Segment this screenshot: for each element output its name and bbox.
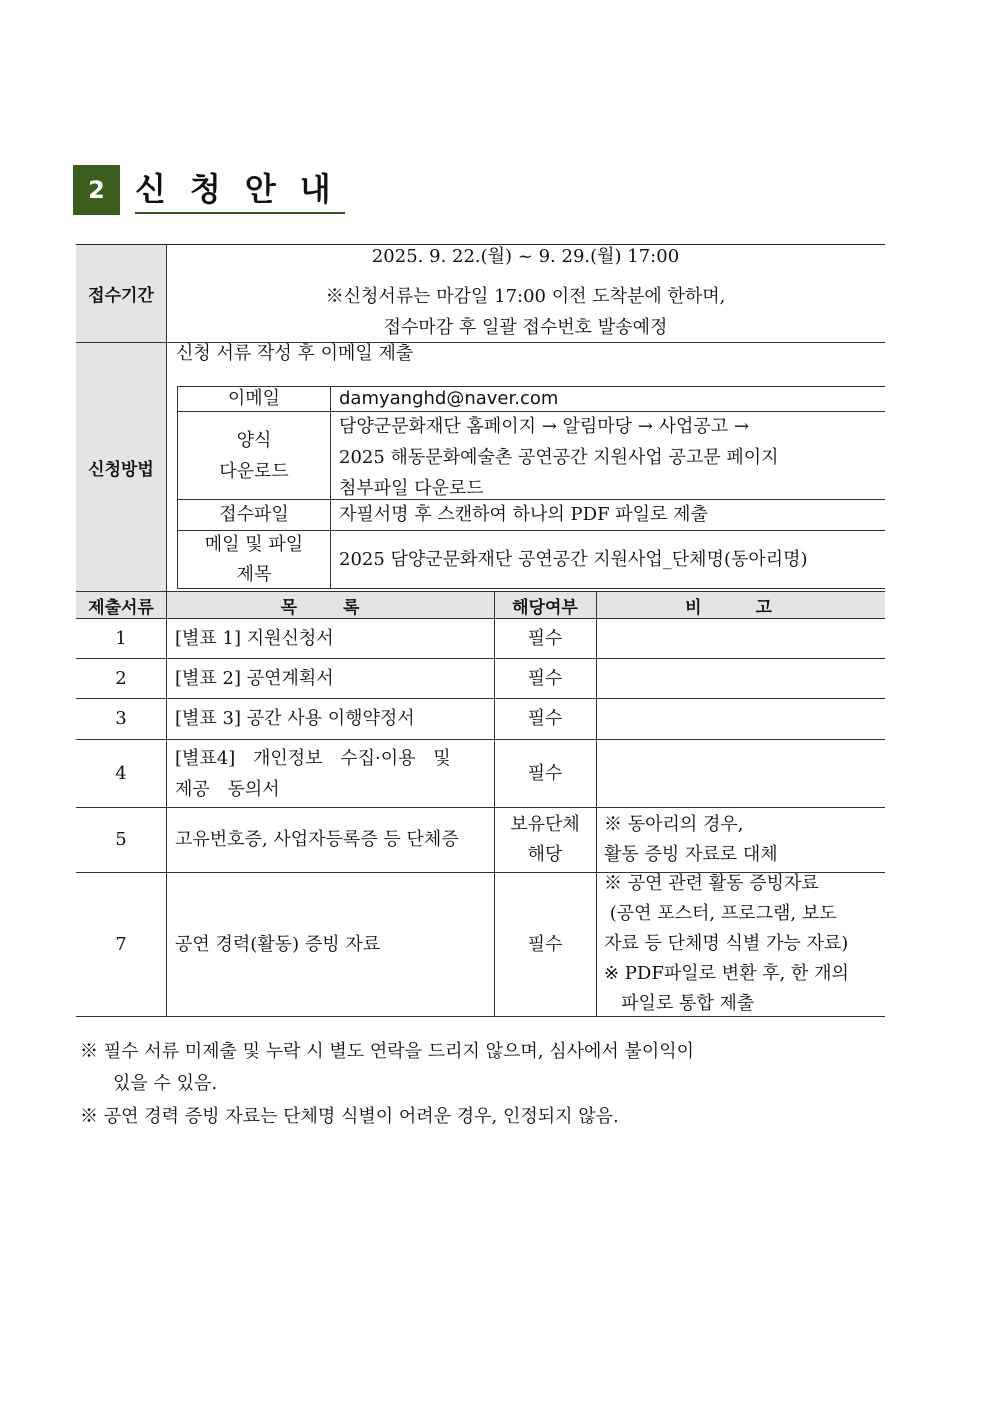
footnote: 있을 수 있음. bbox=[113, 1073, 218, 1094]
doc-row-number: 5 bbox=[115, 829, 127, 850]
docs-header-cell: 해당여부 bbox=[512, 597, 578, 618]
doc-row-number: 4 bbox=[115, 762, 127, 784]
doc-row-note: ※ 동아리의 경우, 활동 증빙 자료로 대체 bbox=[604, 814, 778, 865]
doc-row-required: 보유단체 해당 bbox=[510, 814, 580, 865]
download-path: 담양군문화재단 홈페이지 → 알림마당 → 사업공고 → 2025 해동문화예술촌 공연공간 지원사업 공고문 페이지 첨부파일 다운로드 bbox=[339, 416, 779, 499]
period-label: 접수기간 bbox=[88, 285, 154, 306]
section-title: 신청안내 bbox=[135, 167, 345, 214]
period-note-2: 접수마감 후 일괄 접수번호 발송예정 bbox=[383, 317, 668, 338]
doc-row-item: 공연 경력(활동) 증빙 자료 bbox=[175, 933, 381, 955]
email-address: damyanghd@naver.com bbox=[339, 387, 559, 409]
doc-row-required: 필수 bbox=[527, 933, 563, 955]
method-row-label: 양식 다운로드 bbox=[219, 429, 289, 482]
doc-row-required: 필수 bbox=[527, 627, 563, 649]
doc-row-item: [별표4] 개인정보 수집·이용 및 제공 동의서 bbox=[175, 748, 451, 800]
section-number: 2 bbox=[73, 165, 120, 215]
docs-col-divider bbox=[596, 591, 597, 1016]
period-note-1: ※신청서류는 마감일 17:00 이전 도착분에 한하며, bbox=[325, 286, 726, 307]
doc-row-number: 2 bbox=[115, 667, 127, 689]
doc-row-number: 1 bbox=[115, 627, 127, 649]
footnote: ※ 필수 서류 미제출 및 누락 시 별도 연락을 드리지 않으며, 심사에서 불이익이 bbox=[80, 1041, 695, 1062]
doc-row-item: [별표 2] 공연계획서 bbox=[175, 667, 334, 689]
doc-row-note: ※ 공연 관련 활동 증빙자료 (공연 포스터, 프로그램, 보도 자료 등 단체명 식별 가능 자료) ※ PDF파일로 변환 후, 한 개의 파일로 통합 제출 bbox=[604, 873, 849, 1014]
period-date: 2025. 9. 22.(월) ~ 9. 29.(월) 17:00 bbox=[371, 246, 680, 267]
method-row-label: 이메일 bbox=[227, 387, 281, 409]
doc-row-number: 7 bbox=[115, 933, 127, 955]
doc-row-required: 필수 bbox=[527, 762, 563, 784]
doc-row-item: 고유번호증, 사업자등록증 등 단체증 bbox=[175, 829, 459, 850]
doc-row-item: [별표 1] 지원신청서 bbox=[175, 627, 334, 649]
docs-row-divider bbox=[76, 739, 885, 740]
doc-row-number: 3 bbox=[115, 708, 127, 729]
method-row-label: 접수파일 bbox=[219, 504, 289, 525]
doc-row-item: [별표 3] 공간 사용 이행약정서 bbox=[175, 708, 415, 729]
doc-row-required: 필수 bbox=[527, 667, 563, 689]
method-intro: 신청 서류 작성 후 이메일 제출 bbox=[176, 343, 414, 364]
inner-col-divider bbox=[330, 386, 331, 588]
docs-col-divider bbox=[166, 591, 167, 1016]
docs-header-cell: 제출서류 bbox=[88, 597, 154, 618]
footnote: ※ 공연 경력 증빙 자료는 단체명 식별이 어려운 경우, 인정되지 않음. bbox=[80, 1106, 619, 1127]
method-label: 신청방법 bbox=[88, 459, 154, 480]
file-instruction: 자필서명 후 스캔하여 하나의 PDF 파일로 제출 bbox=[339, 504, 708, 525]
docs-header-cell: 비 고 bbox=[685, 597, 796, 618]
doc-row-required: 필수 bbox=[527, 708, 563, 729]
mail-subject-format: 2025 담양군문화재단 공연공간 지원사업_단체명(동아리명) bbox=[339, 548, 808, 570]
method-row-label: 메일 및 파일 제목 bbox=[204, 533, 304, 585]
docs-header-cell: 목 록 bbox=[280, 597, 380, 618]
